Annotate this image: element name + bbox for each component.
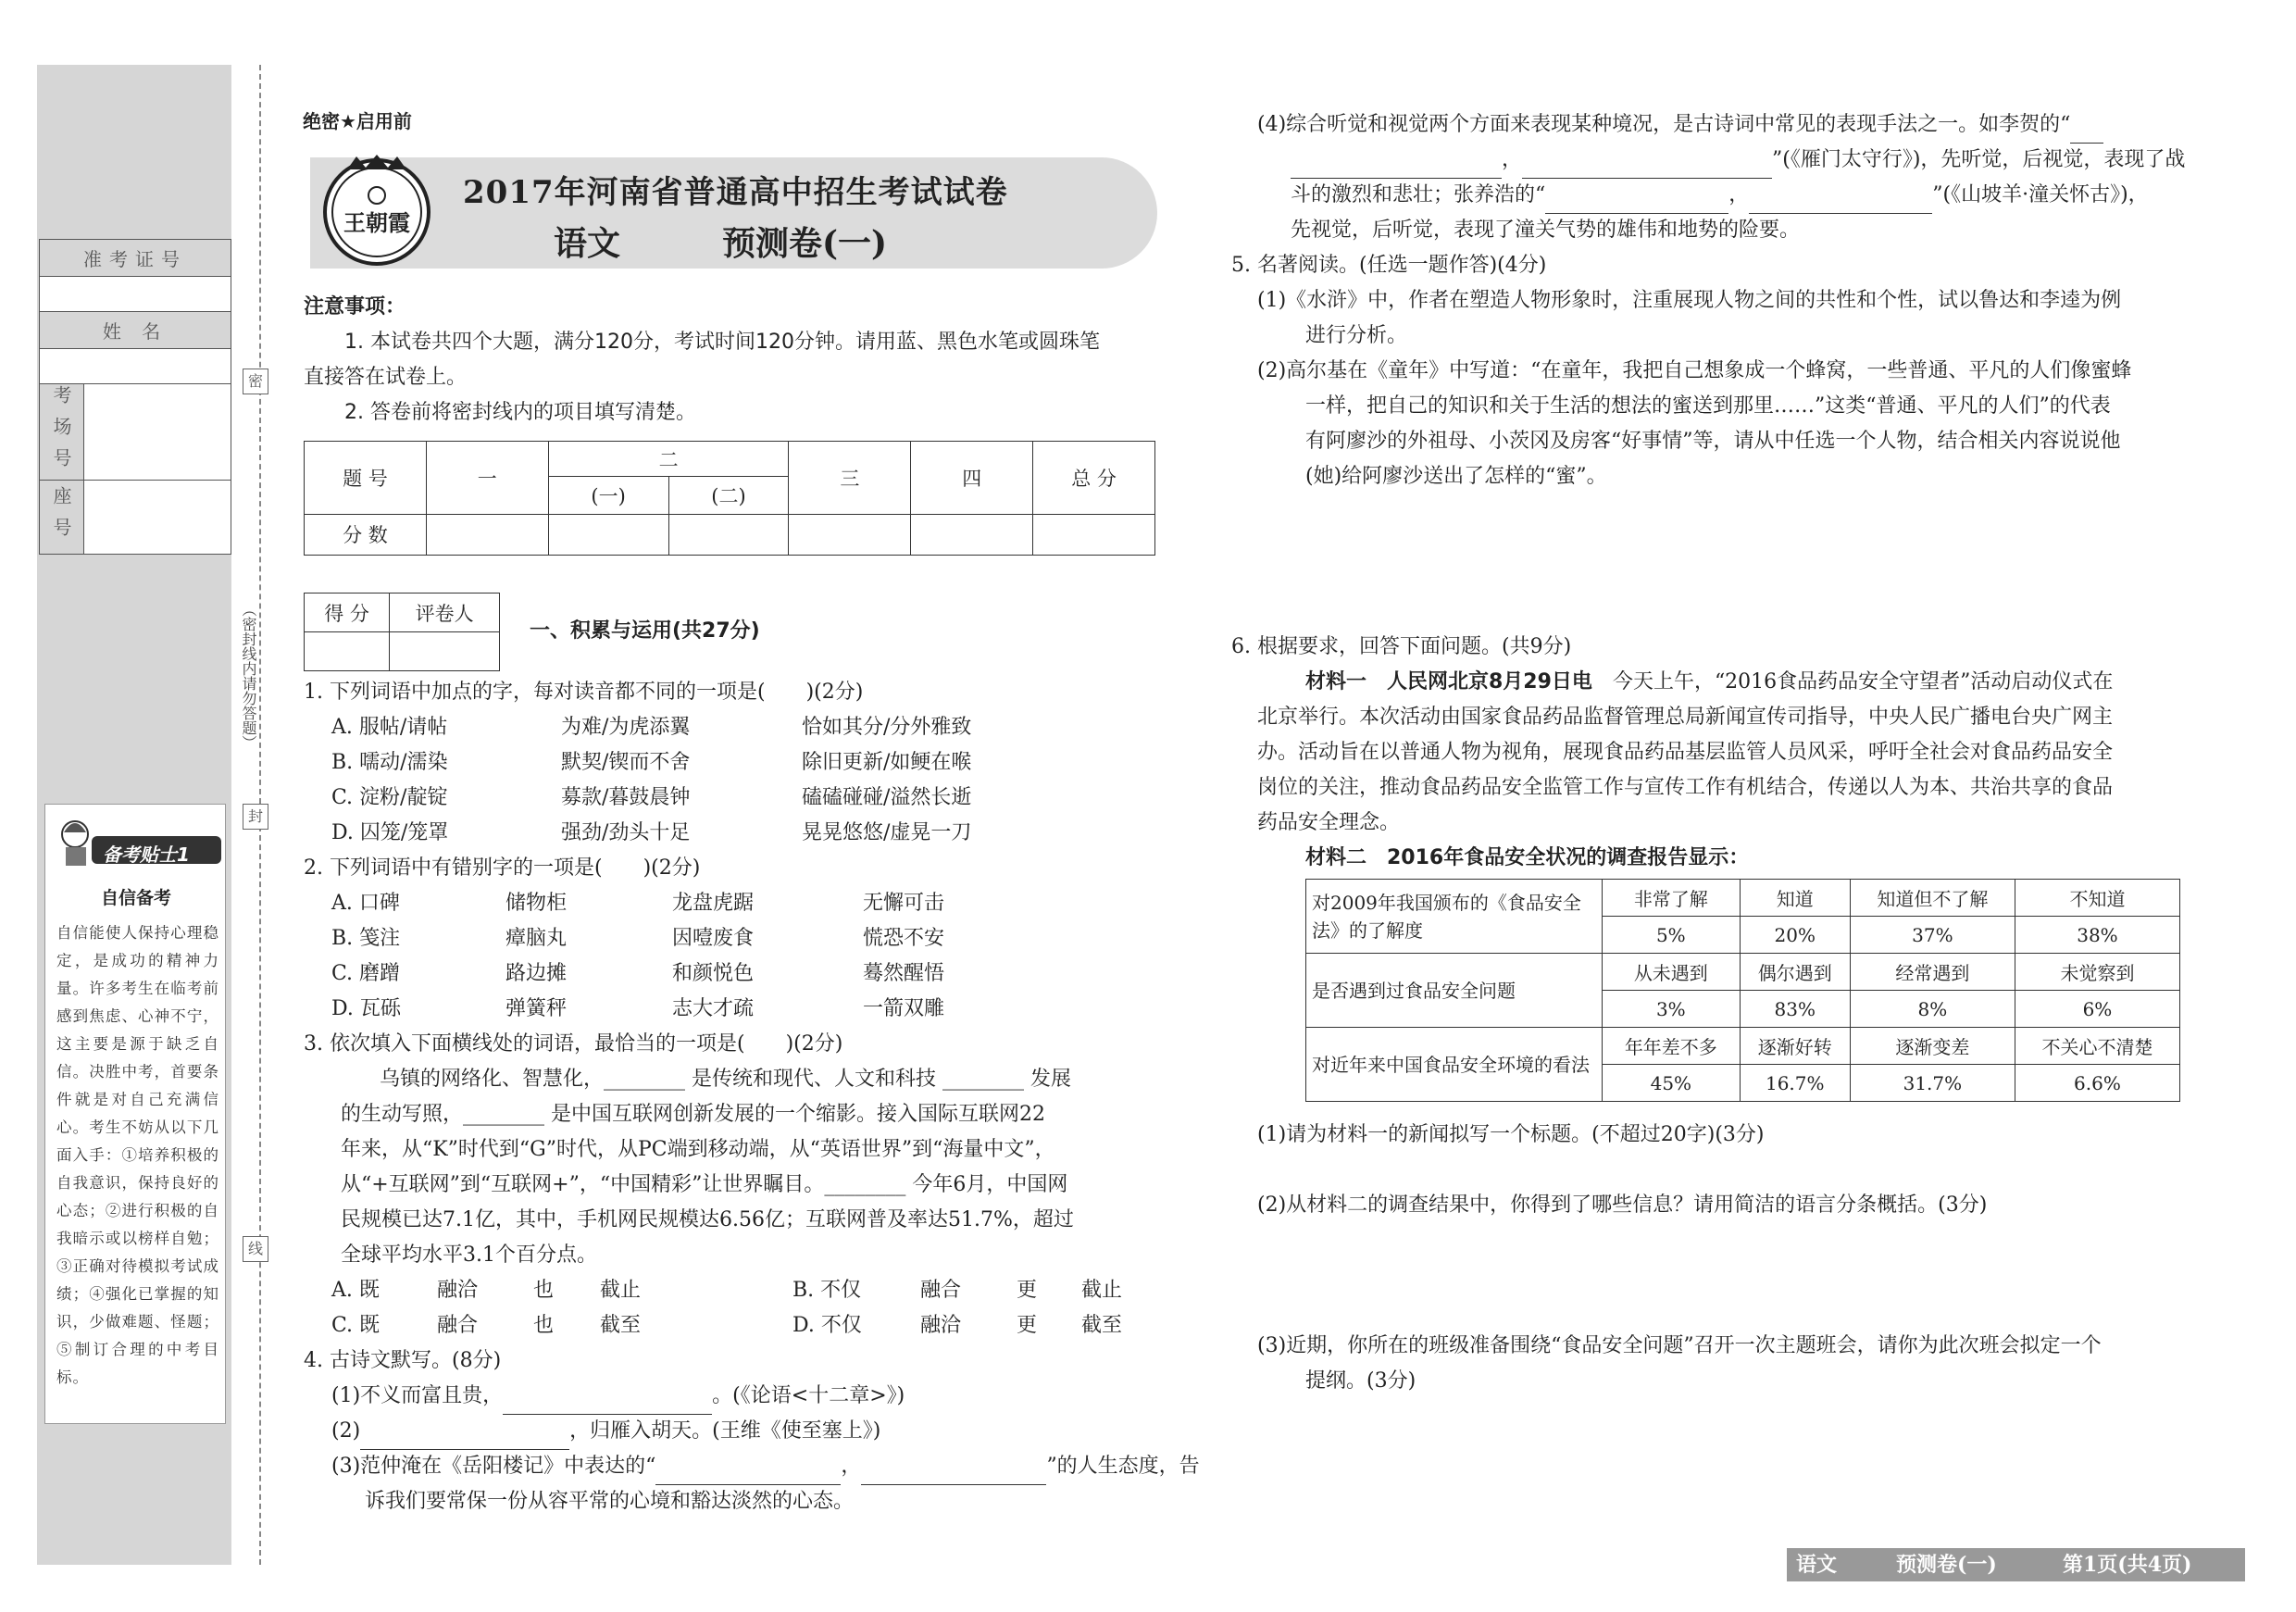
- q6-item-2: (2)从材料二的调查结果中，你得到了哪些信息？请用简洁的语言分条概括。(3分): [1257, 1193, 1988, 1217]
- survey-option: 逐渐变差: [1850, 1028, 2015, 1065]
- grader-score-field[interactable]: [305, 632, 390, 671]
- survey-option: 逐渐好转: [1740, 1028, 1850, 1065]
- notice-line1b: 直接答在试卷上。: [304, 366, 468, 389]
- q6-item-3-cont: 提纲。(3分): [1305, 1369, 1416, 1393]
- material-1-line3: 办。活动旨在以普通人物为视角，展现食品药品基层监管人员风采，呼吁全社会对食品药品安全: [1257, 741, 2114, 764]
- survey-question: 是否遇到过食品安全问题: [1306, 954, 1603, 1028]
- score-col-total: 总 分: [1033, 442, 1155, 515]
- survey-option: 不知道: [2015, 880, 2179, 917]
- q4-3-continued: 诉我们要常保一份从容平常的心境和豁达淡然的心态。: [365, 1490, 855, 1513]
- survey-option: 年年差不多: [1603, 1028, 1741, 1065]
- score-col-3: 三: [789, 442, 911, 515]
- score-table: [304, 441, 1155, 556]
- q2-option-c-2: 路边摊: [505, 962, 568, 985]
- q2-option-d-3: 志大才疏: [672, 997, 755, 1020]
- q6-item-1: (1)请为材料一的新闻拟写一个标题。(不超过20字)(3分): [1257, 1123, 1765, 1146]
- notice-line2: 2. 答卷前将密封线内的项目填写清楚。: [344, 401, 696, 424]
- q2-option-d-2: 弹簧秤: [505, 997, 568, 1020]
- q1-option-c-2: 募款/暮鼓晨钟: [561, 786, 691, 809]
- cutline-mi-label: 密: [243, 369, 268, 394]
- q4-4-text: (4)综合听觉和视觉两个方面来表现某种境况，是古诗词中常见的表现手法之一。如李贺的“: [1257, 113, 2071, 136]
- q2-stem: 2. 下列词语中有错别字的一项是( )(2分): [304, 856, 701, 880]
- q3-option-b-3: 更: [1017, 1279, 1038, 1302]
- q2-option-a: A. 口碑: [331, 892, 400, 915]
- score-col-number: 题 号: [305, 442, 427, 515]
- answer-blank[interactable]: [1749, 190, 1932, 214]
- q5-item-2: (2)高尔基在《童年》中写道：“在童年，我把自己想象成一个蜂窝，一些普通、平凡的人们像蜜蜂: [1257, 359, 2132, 382]
- q4-4-comma2: ，: [1728, 183, 1750, 206]
- tip-header: [45, 805, 227, 871]
- survey-option: 知道: [1740, 880, 1850, 917]
- cutline-note: （密封线内请勿答题）: [240, 602, 257, 750]
- q1-option-a-3: 恰如其分/分外雅致: [802, 716, 972, 739]
- score-col-2b: (二): [668, 477, 789, 514]
- survey-value: 3%: [1603, 991, 1741, 1028]
- survey-question: 对近年来中国食品安全环境的看法: [1306, 1028, 1603, 1102]
- survey-value: 6.6%: [2015, 1065, 2179, 1102]
- grader-person-field[interactable]: [390, 632, 500, 671]
- publisher-seal-icon: [319, 153, 435, 269]
- q3-option-d-2: 融洽: [920, 1314, 962, 1337]
- survey-value: 8%: [1850, 991, 2015, 1028]
- q4-2-source: ，归雁入胡天。(王维《使至塞上》): [569, 1419, 881, 1443]
- q5-item-1-cont: 进行分析。: [1305, 324, 1408, 347]
- survey-value: 83%: [1740, 991, 1850, 1028]
- answer-blank[interactable]: [1545, 190, 1728, 214]
- score-row-label: 分 数: [305, 514, 427, 555]
- footer-edition: 预测卷(一): [1896, 1553, 1997, 1577]
- footer-subject: 语文: [1796, 1553, 1838, 1577]
- cutline-feng-label: 封: [243, 804, 268, 830]
- survey-value: 31.7%: [1850, 1065, 2015, 1102]
- survey-option: 知道但不了解: [1850, 880, 2015, 917]
- answer-blank[interactable]: [2070, 119, 2103, 144]
- material-1-line5: 药品安全理念。: [1257, 811, 1401, 834]
- q1-stem: 1. 下列词语中加点的字，每对读音都不同的一项是( )(2分): [304, 681, 864, 704]
- q2-option-c: C. 磨蹭: [331, 962, 401, 985]
- q2-option-d-4: 一箭双雕: [863, 997, 945, 1020]
- q3-option-d-3: 更: [1017, 1314, 1038, 1337]
- q3-para-3: 年来，从“K”时代到“G”时代，从PC端到移动端，从“英语世界”到“海量中文”，: [341, 1138, 1055, 1161]
- q2-option-a-3: 龙盘虎踞: [672, 892, 755, 915]
- q3-option-b-4: 截止: [1081, 1279, 1123, 1302]
- confidential-mark: 绝密★启用前: [303, 110, 412, 132]
- answer-blank[interactable]: [655, 1461, 841, 1485]
- q3-para-5: 民规模已达7.1亿，其中，手机网民规模达6.56亿；互联网普及率达51.7%，超过: [341, 1208, 1074, 1231]
- exam-number-label: 准考证号: [40, 240, 231, 277]
- q2-option-b: B. 笺注: [331, 927, 401, 950]
- q4-item-4-line2: [1291, 142, 2185, 179]
- grader-box: [304, 593, 500, 671]
- material-1-line4: 岗位的关注，推动食品药品安全监管工作与宣传工作有机结合，传递以人为本、共治共享的食品: [1257, 776, 2114, 799]
- q1-option-b: B. 嚅动/濡染: [331, 751, 448, 774]
- q4-3-text: (3)范仲淹在《岳阳楼记》中表达的“: [331, 1455, 656, 1478]
- candidate-info-table: [39, 239, 231, 555]
- publisher-seal: [319, 153, 435, 269]
- room-field[interactable]: [84, 384, 231, 481]
- q1-option-d-3: 晃晃悠悠/虚晃一刀: [802, 821, 972, 844]
- survey-value: 38%: [2015, 917, 2179, 954]
- q2-option-a-4: 无懈可击: [863, 892, 945, 915]
- survey-value: 37%: [1850, 917, 2015, 954]
- q4-item-4-line4: 先视觉，后听觉，表现了潼关气势的雄伟和地势的险要。: [1291, 219, 1801, 242]
- q3-para-4: 从“+互联网”到“互联网+”，“中国精彩”让世界瞩目。________ 今年6月，中国网: [341, 1173, 1068, 1196]
- q3-para-6: 全球平均水平3.1个百分点。: [341, 1243, 597, 1267]
- q4-stem: 4. 古诗文默写。(8分): [304, 1349, 502, 1372]
- q2-option-a-2: 储物柜: [505, 892, 568, 915]
- q1-option-b-3: 除旧更新/如鲠在喉: [802, 751, 972, 774]
- score-cell[interactable]: [1033, 514, 1155, 555]
- exam-tip-box: [44, 804, 226, 1424]
- tip-body: 自信能使人保持心理稳定，是成功的精神力量。许多考生在临考前感到焦虑、心神不宁，这主要是源于缺乏自信。决胜中考，首要条件就是对自己充满信心。考生不妨从以下几面入手：①培养积极的自我意识，保持良好的心态；②进行积极的自我暗示或以榜样自勉；③正确对待模拟考试成绩；④强化已掌握的知识，少做难题、怪题；⑤制订合理的中考目标。: [56, 924, 219, 1386]
- q5-item-2-line4: (她)给阿廖沙送出了怎样的“蜜”。: [1305, 465, 1607, 488]
- q4-4-tail: ”(《雁门太守行》)，先听觉，后视觉，表现了战: [1772, 148, 2186, 171]
- answer-blank[interactable]: [861, 1461, 1046, 1485]
- exam-number-field[interactable]: [40, 277, 231, 312]
- q3-option-d: D. 不仅: [792, 1314, 862, 1337]
- q4-item-1: [331, 1378, 905, 1415]
- q2-option-c-3: 和颜悦色: [672, 962, 755, 985]
- q3-option-c-4: 截至: [600, 1314, 642, 1337]
- q4-4-text2: 斗的激烈和悲壮；张养浩的“: [1291, 183, 1546, 206]
- q3-option-c-3: 也: [533, 1314, 555, 1337]
- score-cell[interactable]: [548, 514, 668, 555]
- notice-line1: 1. 本试卷共四个大题，满分120分，考试时间120分钟。请用蓝、黑色水笔或圆珠笔: [344, 331, 1100, 354]
- section-1-title: 一、积累与运用(共27分): [530, 619, 760, 643]
- q3-stem: 3. 依次填入下面横线处的词语，最恰当的一项是( )(2分): [304, 1032, 843, 1056]
- q2-option-d: D. 瓦砾: [331, 997, 401, 1020]
- material-1-label: 材料一 人民网北京8月29日电: [1305, 670, 1592, 694]
- score-cell[interactable]: [911, 514, 1033, 555]
- answer-blank[interactable]: [360, 1426, 569, 1450]
- survey-option: 偶尔遇到: [1740, 954, 1850, 991]
- q4-1-text: (1)不义而富且贵，: [331, 1384, 504, 1407]
- name-label: 姓 名: [40, 312, 231, 349]
- page-footer: [1787, 1548, 2245, 1581]
- q4-4-comma: ，: [1502, 148, 1523, 171]
- survey-value: 20%: [1740, 917, 1850, 954]
- q4-item-4: [1257, 106, 2103, 144]
- q1-option-a: A. 服帖/请帖: [331, 716, 448, 739]
- material-2-label: 材料二 2016年食品安全状况的调查报告显示：: [1305, 846, 1750, 869]
- q2-option-b-2: 瘴脑丸: [505, 927, 568, 950]
- score-cell[interactable]: [668, 514, 789, 555]
- survey-question: 对2009年我国颁布的《食品安全法》的了解度: [1306, 880, 1603, 954]
- survey-value: 6%: [2015, 991, 2179, 1028]
- seat-field[interactable]: [84, 481, 231, 555]
- q3-option-a: A. 既: [331, 1279, 380, 1302]
- q3-para-1: 乌镇的网络化、智慧化，________ 是传统和现代、人文和科技 ________ 发展: [380, 1068, 1071, 1091]
- score-col-2: 二: [548, 442, 789, 477]
- survey-option: 非常了解: [1603, 880, 1741, 917]
- survey-value: 16.7%: [1740, 1065, 1850, 1102]
- q5-item-2-line2: 一样，把自己的知识和关于生活的想法的蜜送到那里……”这类“普通、平凡的人们”的代表: [1305, 394, 2111, 418]
- q2-option-b-4: 慌恐不安: [863, 927, 945, 950]
- answer-blank[interactable]: [1522, 155, 1772, 179]
- q3-option-a-3: 也: [533, 1279, 555, 1302]
- score-col-1: 一: [426, 442, 548, 515]
- q4-item-4-line3: [1291, 177, 2149, 214]
- q1-option-c-3: 磕磕碰碰/溢然长逝: [802, 786, 972, 809]
- q3-option-c-2: 融合: [437, 1314, 479, 1337]
- q2-option-b-3: 因噎废食: [672, 927, 755, 950]
- survey-option: 从未遇到: [1603, 954, 1741, 991]
- survey-option: 未觉察到: [2015, 954, 2179, 991]
- survey-value: 45%: [1603, 1065, 1741, 1102]
- grader-score-label: 得 分: [305, 594, 390, 632]
- tip-title: 自信备考: [100, 888, 171, 908]
- survey-option: 经常遇到: [1850, 954, 2015, 991]
- grader-person-label: 评卷人: [390, 594, 500, 632]
- publisher-seal-text: 王朝霞: [343, 209, 410, 236]
- tip-head-text: 备考贴士1: [103, 843, 190, 866]
- seat-label: 座号: [40, 481, 84, 555]
- score-cell[interactable]: [426, 514, 548, 555]
- material-1-line2: 北京举行。本次活动由国家食品药品监督管理总局新闻宣传司指导，中央人民广播电台央广网主: [1257, 706, 2114, 729]
- q3-option-a-4: 截止: [600, 1279, 642, 1302]
- exam-title: 2017年河南省普通高中招生考试试卷: [463, 174, 1008, 211]
- q5-item-2-line3: 有阿廖沙的外祖母、小茨冈及房客“好事情”等，请从中任选一个人物，结合相关内容说说他: [1305, 430, 2121, 453]
- q3-option-c: C. 既: [331, 1314, 381, 1337]
- q1-option-d-2: 强劲/劲头十足: [561, 821, 691, 844]
- score-col-4: 四: [911, 442, 1033, 515]
- q4-3-tail: ”的人生态度，告: [1046, 1455, 1200, 1478]
- edition-title: 预测卷(一): [722, 224, 888, 263]
- q3-option-b-2: 融合: [920, 1279, 962, 1302]
- footer-page: 第1页(共4页): [2063, 1553, 2192, 1577]
- answer-blank[interactable]: [1291, 155, 1502, 179]
- q2-option-c-4: 蓦然醒悟: [863, 962, 945, 985]
- q5-stem: 5. 名著阅读。(任选一题作答)(4分): [1231, 254, 1547, 277]
- q3-para-2: 的生动写照，________ 是中国互联网创新发展的一个缩影。接入国际互联网22: [341, 1103, 1045, 1126]
- q4-3-comma: ，: [841, 1455, 862, 1478]
- q6-material-1: [1305, 664, 2113, 701]
- q4-item-3: [331, 1448, 1200, 1485]
- q6-stem: 6. 根据要求，回答下面问题。(共9分): [1231, 635, 1572, 658]
- q4-1-source: 。(《论语<十二章>》): [712, 1384, 905, 1407]
- q4-2-text: (2): [331, 1419, 361, 1443]
- q3-option-a-2: 融洽: [437, 1279, 479, 1302]
- answer-blank[interactable]: [503, 1391, 712, 1415]
- q1-option-d: D. 囚笼/笼罩: [331, 821, 449, 844]
- subject-title: 语文: [554, 224, 621, 263]
- score-cell[interactable]: [789, 514, 911, 555]
- notice-title: 注意事项：: [304, 295, 406, 319]
- material-1-text: 今天上午，“2016食品药品安全守望者”活动启动仪式在: [1591, 670, 2114, 694]
- survey-table: [1305, 879, 2180, 1102]
- cutline-xian-label: 线: [243, 1236, 268, 1262]
- survey-option: 不关心不清楚: [2015, 1028, 2179, 1065]
- q6-item-3: (3)近期，你所在的班级准备围绕“食品安全问题”召开一次主题班会，请你为此次班会拟定一个: [1257, 1334, 2102, 1357]
- score-col-2a: (一): [548, 477, 668, 514]
- name-field[interactable]: [40, 349, 231, 384]
- q4-item-2: [331, 1413, 880, 1450]
- q1-option-b-2: 默契/锲而不舍: [561, 751, 691, 774]
- q1-option-c: C. 淀粉/靛锭: [331, 786, 448, 809]
- q3-option-d-4: 截至: [1081, 1314, 1123, 1337]
- q1-option-a-2: 为难/为虎添翼: [561, 716, 691, 739]
- room-label: 考场号: [40, 384, 84, 481]
- q3-option-b: B. 不仅: [792, 1279, 862, 1302]
- survey-value: 5%: [1603, 917, 1741, 954]
- q5-item-1: (1)《水浒》中，作者在塑造人物形象时，注重展现人物之间的共性和个性，试以鲁达和李逵为例: [1257, 289, 2122, 312]
- q4-4-source2: ”(《山坡羊·潼关怀古》)，: [1932, 183, 2149, 206]
